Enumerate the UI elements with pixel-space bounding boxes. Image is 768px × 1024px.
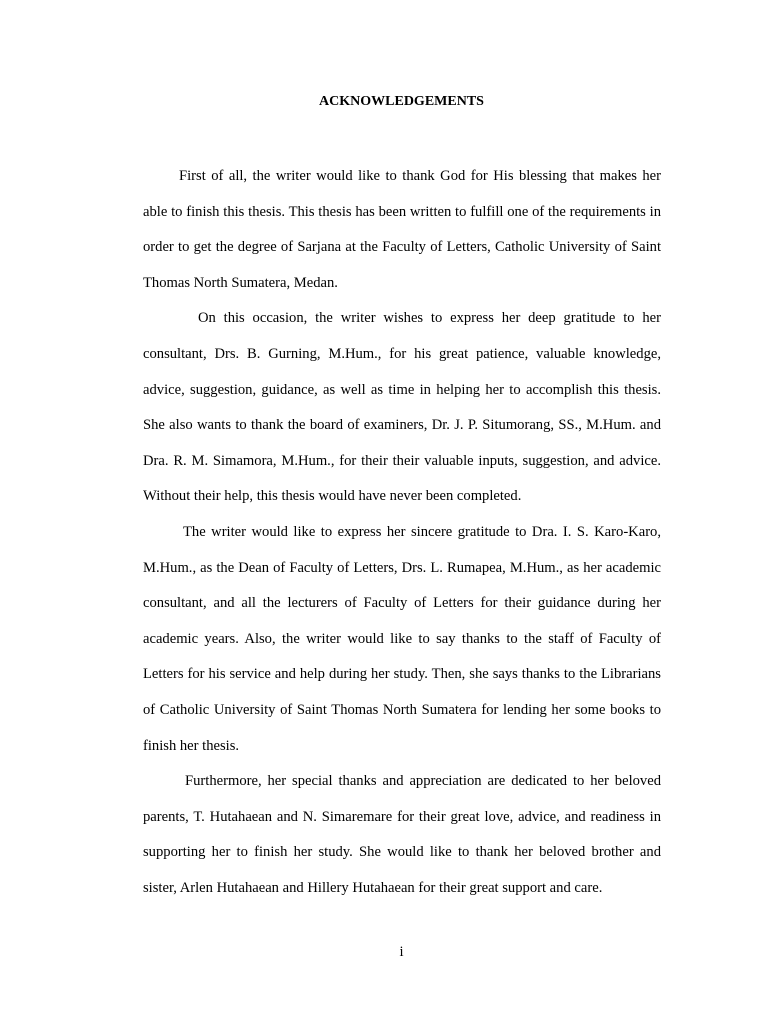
body-text bbox=[143, 159, 661, 906]
paragraph-4: Furthermore, her special thanks and appreciation are dedicated to her beloved parents, T. Hutahaean and N. Simaremare for their great love, advice, and readiness in supporting her to finish her study. She would like to thank her beloved brother and sister, Arlen Hutahaean and Hillery Hutahaean for their great support and care. bbox=[143, 773, 661, 896]
paragraph-2: On this occasion, the writer wishes to express her deep gratitude to her consultant, Drs. B. Gurning, M.Hum., for his great patience, valuable knowledge, advice, suggestion, guidance, as well as time in helping her to accomplish this thesis. She also wants to thank the board of examiners, Dr. J. P. Situmorang, SS., M.Hum. and Dra. R. M. Simamora, M.Hum., for their their valuable inputs, suggestion, and advice. Without their help, this thesis would have never been completed. bbox=[143, 310, 661, 505]
paragraph-3: The writer would like to express her sincere gratitude to Dra. I. S. Karo-Karo, M.Hum., as the Dean of Faculty of Letters, Drs. L. Rumapea, M.Hum., as her academic consultant, and all the lecturers of Faculty of Letters for their guidance during her academic years. Also, the writer would like to say thanks to the staff of Faculty of Letters for his service and help during her study. Then, she says thanks to the Librarians of Catholic University of Saint Thomas North Sumatera for lending her some books to finish her thesis. bbox=[143, 523, 661, 754]
page-title: ACKNOWLEDGEMENTS bbox=[319, 94, 484, 109]
page-number: i bbox=[399, 944, 404, 960]
paragraph-1: First of all, the writer would like to thank God for His blessing that makes her able to finish this thesis. This thesis has been written to fulfill one of the requirements in order to get the degree of Sarjana at the Faculty of Letters, Catholic University of Saint Thomas North Sumatera, Medan. bbox=[143, 168, 661, 291]
